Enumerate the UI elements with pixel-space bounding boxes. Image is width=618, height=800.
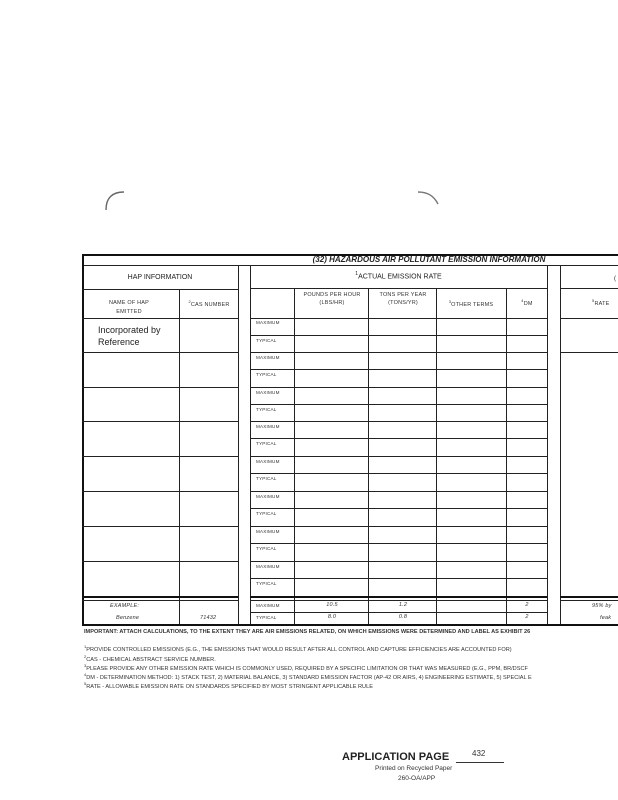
important-note: IMPORTANT: ATTACH CALCULATIONS, TO THE EXTENT THEY ARE AIR EMISSIONS RELATED, ON WHICH EMISSIONS WERE DETERMINED AND LABEL AS EXHIBIT 26 bbox=[84, 629, 531, 635]
footnote-3: $^3$PLEASE PROVIDE ANY OTHER EMISSION RATE WHICH IS COMMONLY USED, REQUIRED BY A SPECIFIC LIMITATION OR THAT WAS MEASURED (E.G., PPM, BR/DSCF bbox=[84, 663, 528, 672]
row-label-typical: TYPICAL bbox=[256, 338, 277, 343]
rate-header-fragment: ( bbox=[614, 276, 616, 282]
example-hap-name: Benzene bbox=[116, 615, 140, 621]
col-cas-number: $^2$CAS NUMBER bbox=[188, 299, 230, 308]
footnote-4: $^4$DM - DETERMINATION METHOD: 1) STACK TEST, 2) MATERIAL BALANCE, 3) STANDARD EMISSION FACTOR (AP-42 OR AIRS, 4) ENGINEERING ESTIMATE, 5) SPECIAL E bbox=[84, 672, 532, 681]
row-label-typical: TYPICAL bbox=[256, 511, 277, 516]
row-label-maximum: MAXIMUM bbox=[256, 320, 280, 325]
actual-rate-header: $^1$ACTUAL EMISSION RATE bbox=[355, 271, 442, 281]
col-name-of-hap: NAME OF HAP EMITTED bbox=[108, 300, 150, 315]
col-other-terms: $^3$OTHER TERMS bbox=[448, 299, 494, 308]
application-page-number: 432 bbox=[472, 749, 486, 758]
row-label-maximum: MAXIMUM bbox=[256, 355, 280, 360]
row-label-typical: TYPICAL bbox=[256, 581, 277, 586]
example-row-maximum: MAXIMUM bbox=[256, 603, 280, 608]
col-dm: $^4$DM bbox=[521, 298, 533, 307]
example-typ-dm: 2 bbox=[525, 614, 529, 620]
row-label-maximum: MAXIMUM bbox=[256, 529, 280, 534]
example-label: EXAMPLE: bbox=[110, 603, 140, 609]
row-label-maximum: MAXIMUM bbox=[256, 494, 280, 499]
row-label-typical: TYPICAL bbox=[256, 546, 277, 551]
example-rate-typ: feak bbox=[600, 615, 612, 621]
row-label-maximum: MAXIMUM bbox=[256, 564, 280, 569]
row-label-typical: TYPICAL bbox=[256, 407, 277, 412]
section-title: (32) HAZARDOUS AIR POLLUTANT EMISSION INFORMATION bbox=[312, 255, 546, 264]
hap-info-header: HAP INFORMATION bbox=[127, 274, 193, 281]
col-pounds-per-hour: POUNDS PER HOUR (LBS/HR) bbox=[303, 292, 361, 306]
col-tons-per-year: TONS PER YEAR (TONS/YR) bbox=[379, 292, 427, 306]
footnote-2: $^2$CAS - CHEMICAL ABSTRACT SERVICE NUMBER. bbox=[84, 654, 216, 663]
form-code: 260-OA/APP bbox=[398, 775, 436, 782]
application-page-label: APPLICATION PAGE bbox=[342, 751, 450, 763]
example-row-typical: TYPICAL bbox=[256, 615, 277, 620]
recycled-paper-note: Printed on Recycled Paper bbox=[375, 765, 453, 772]
example-max-tons: 1.2 bbox=[398, 602, 408, 608]
row-label-typical: TYPICAL bbox=[256, 372, 277, 377]
col-rate: $^5$RATE bbox=[592, 298, 610, 307]
incorporated-by-reference: Incorporated by Reference bbox=[98, 325, 161, 347]
footnote-5: $^5$RATE - ALLOWABLE EMISSION RATE ON STANDARDS SPECIFIED BY MOST STRINGENT APPLICABLE RULE bbox=[84, 681, 373, 690]
example-max-lbs: 10.5 bbox=[326, 602, 338, 608]
row-label-maximum: MAXIMUM bbox=[256, 390, 280, 395]
row-label-typical: TYPICAL bbox=[256, 476, 277, 481]
footnote-1: $^1$PROVIDE CONTROLLED EMISSIONS (E.G., THE EMISSIONS THAT WOULD RESULT AFTER ALL CONTROL AND CAPTURE EFFICIENCIES ARE ACCOUNTED FOR) bbox=[84, 644, 512, 653]
example-cas-number: 71432 bbox=[200, 615, 217, 621]
row-label-maximum: MAXIMUM bbox=[256, 459, 280, 464]
row-label-maximum: MAXIMUM bbox=[256, 424, 280, 429]
example-typ-tons: 0.8 bbox=[398, 614, 408, 620]
row-label-typical: TYPICAL bbox=[256, 441, 277, 446]
example-max-dm: 2 bbox=[525, 602, 529, 608]
example-rate-max: 95% by bbox=[592, 603, 612, 609]
example-typ-lbs: 8.0 bbox=[327, 614, 337, 620]
